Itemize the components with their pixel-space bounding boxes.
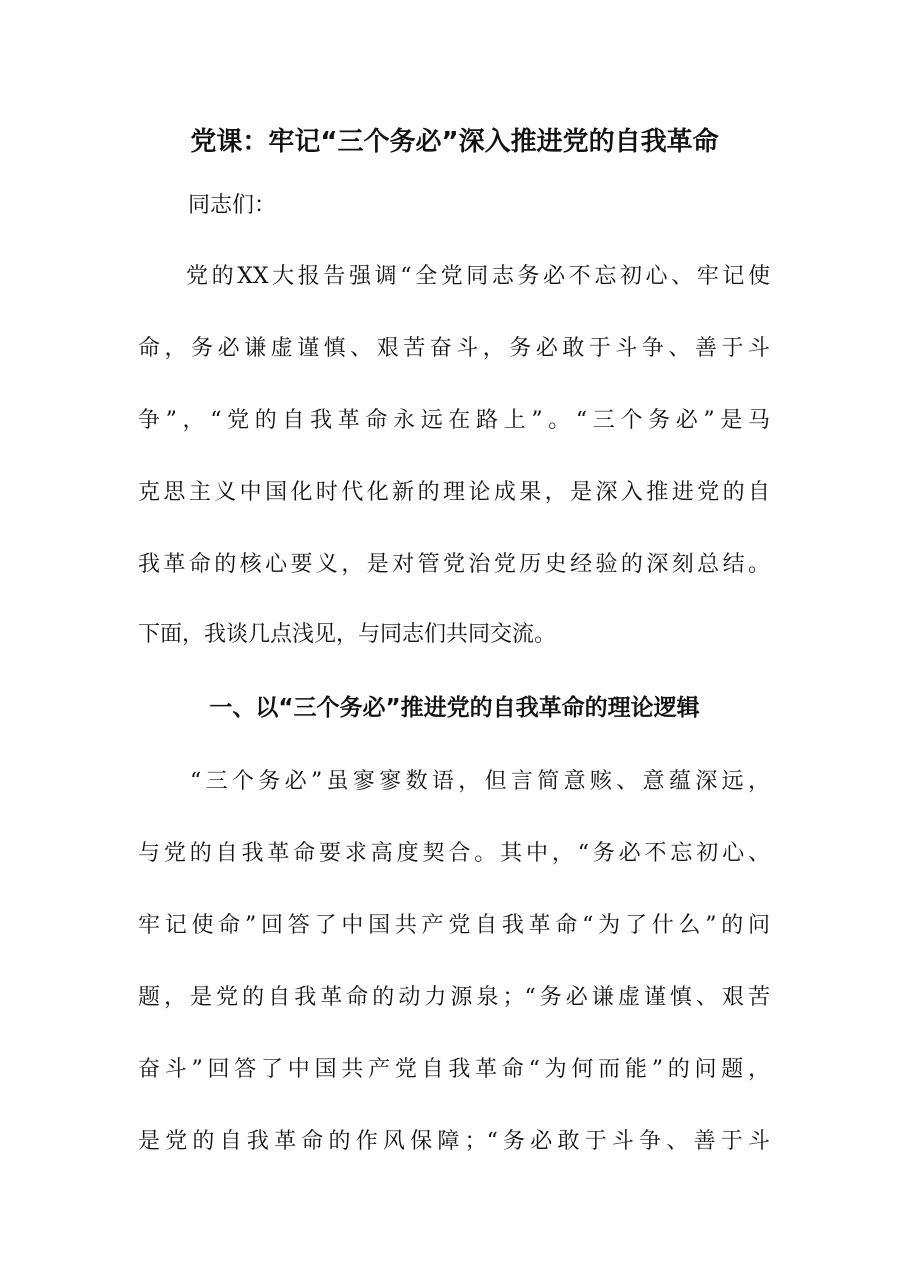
paragraph2-line-5: 奋斗”回答了中国共产党自我革命“为何而能”的问题， bbox=[138, 1057, 770, 1082]
paragraph2-line-6: 是党的自我革命的作风保障；“务必敢于斗争、善于斗 bbox=[138, 1129, 770, 1154]
paragraph1-line-5: 我革命的核心要义，是对管党治党历史经验的深刻总结。 bbox=[138, 552, 770, 577]
paragraph1-line-1: 党的XX大报告强调“全党同志务必不忘初心、牢记使 bbox=[186, 264, 770, 289]
paragraph1-line-3: 争”，“党的自我革命永远在路上”。“三个务必”是马 bbox=[138, 408, 770, 433]
paragraph2-line-4: 题，是党的自我革命的动力源泉；“务必谦虚谨慎、艰苦 bbox=[138, 985, 770, 1010]
paragraph1-line-6: 下面，我谈几点浅见，与同志们共同交流。 bbox=[138, 622, 557, 647]
paragraph1-line-4: 克思主义中国化时代化新的理论成果，是深入推进党的自 bbox=[138, 480, 770, 505]
paragraph2-line-2: 与党的自我革命要求高度契合。其中，“务必不忘初心、 bbox=[138, 841, 770, 866]
paragraph1-line-2: 命，务必谦虚谨慎、艰苦奋斗，务必敢于斗争、善于斗 bbox=[138, 336, 770, 361]
paragraph2-line-1: “三个务必”虽寥寥数语，但言简意赅、意蕴深远， bbox=[190, 769, 770, 794]
document-title: 党课：牢记“三个务必”深入推进党的自我革命 bbox=[190, 127, 719, 157]
salutation: 同志们： bbox=[188, 193, 277, 218]
section-heading-1: 一、以“三个务必”推进党的自我革命的理论逻辑 bbox=[209, 695, 700, 721]
paragraph2-line-3: 牢记使命”回答了中国共产党自我革命“为了什么”的问 bbox=[138, 913, 770, 938]
